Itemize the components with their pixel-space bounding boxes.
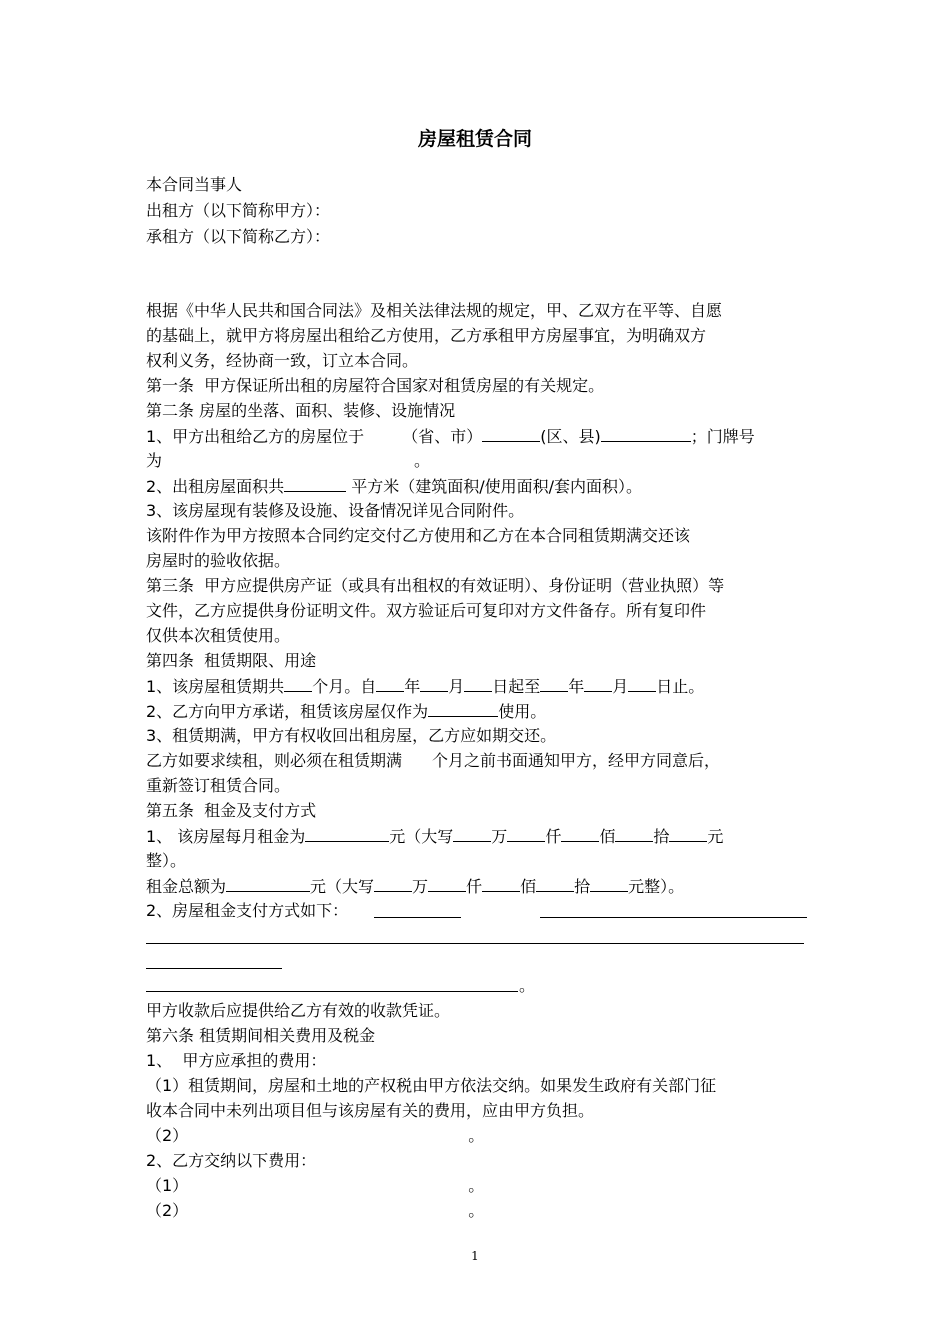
blank-purpose — [428, 699, 498, 717]
text-segment: 元（大写 — [310, 877, 375, 896]
text-segment: ；门牌号 — [690, 427, 755, 446]
article-6-heading: 第六条 租赁期间相关费用及税金 — [146, 1026, 376, 1045]
blank-payment-method-4 — [146, 968, 282, 969]
blank-end-year — [540, 674, 568, 692]
text-segment: (区、县) — [540, 427, 601, 446]
text-segment: 佰 — [599, 827, 616, 846]
article-5-item-2: 2、房屋租金支付方式如下： — [146, 901, 349, 920]
blank-end-day — [628, 674, 656, 692]
blank-qian — [507, 824, 545, 842]
article-3-line-1: 第三条 甲方应提供房产证（或具有出租权的有效证明）、身份证明（营业执照）等 — [146, 576, 725, 595]
preamble-line-2: 的基础上，就甲方将房屋出租给乙方使用，乙方承租甲方房屋事宜，为明确双方 — [146, 326, 707, 345]
payment-method-end: 。 — [519, 976, 536, 995]
blank-bai — [482, 874, 520, 892]
blank-yuan — [590, 874, 628, 892]
blank-payment-method-1 — [374, 917, 461, 918]
text-segment: 拾 — [574, 877, 591, 896]
blank-start-day — [464, 674, 492, 692]
blank-monthly-rent — [305, 824, 389, 842]
blank-start-year — [376, 674, 404, 692]
text-segment: 日止。 — [656, 677, 705, 696]
text-segment: 使用。 — [498, 702, 547, 721]
blank-payment-method-3 — [146, 943, 804, 944]
article-3-line-3: 仅供本次租赁使用。 — [146, 626, 291, 645]
text-segment: （省、市） — [402, 427, 483, 446]
article-4-heading: 第四条 租赁期限、用途 — [146, 651, 317, 670]
document-title: 房屋租赁合同 — [417, 128, 532, 150]
text-segment: 平方米（建筑面积/使用面积/套内面积）。 — [346, 477, 643, 496]
blank-space — [364, 425, 402, 442]
blank-shi — [615, 824, 653, 842]
text-segment: 1、 该房屋每月租金为 — [146, 827, 306, 846]
text-segment: （1） — [146, 1176, 189, 1195]
text-segment: 年 — [404, 677, 421, 696]
text-segment: 个月之前书面通知甲方，经甲方同意后， — [432, 751, 721, 770]
article-5-total — [146, 874, 684, 899]
text-segment: 个月。自 — [312, 677, 377, 696]
text-segment: 月 — [612, 677, 629, 696]
blank-district — [482, 424, 540, 442]
article-6-item-1-2 — [146, 1124, 484, 1148]
article-6-item-1-1-cont: 收本合同中未列出项目但与该房屋有关的费用，应由甲方负担。 — [146, 1101, 595, 1120]
blank-start-month — [420, 674, 448, 692]
text-segment: 万 — [412, 877, 429, 896]
lessee-line: 承租方（以下简称乙方）： — [146, 227, 331, 246]
blank-shi — [536, 874, 574, 892]
article-2-item-1-cont — [146, 449, 430, 473]
text-segment: 仟 — [545, 827, 562, 846]
blank-wan — [453, 824, 491, 842]
text-segment: 。 — [414, 451, 431, 470]
article-3-line-2: 文件，乙方应提供身份证明文件。双方验证后可复印对方文件备存。所有复印件 — [146, 601, 707, 620]
text-segment: 2、出租房屋面积共 — [146, 477, 285, 496]
article-5-item-1-cont: 整）。 — [146, 851, 187, 870]
text-segment: 佰 — [520, 877, 537, 896]
article-2-item-1 — [146, 424, 755, 449]
text-segment: 日起至 — [492, 677, 541, 696]
article-4-item-1 — [146, 674, 704, 699]
text-segment: 年 — [568, 677, 585, 696]
text-segment: 1、甲方出租给乙方的房屋位于 — [146, 427, 365, 446]
preamble-line-3: 权利义务，经协商一致，订立本合同。 — [146, 351, 419, 370]
article-2-note-1: 该附件作为甲方按照本合同约定交付乙方使用和乙方在本合同租赁期满交还该 — [146, 526, 691, 545]
blank-months — [284, 674, 312, 692]
article-4-item-2 — [146, 699, 546, 724]
blank-payment-method-5 — [146, 991, 518, 992]
article-5-receipt: 甲方收款后应提供给乙方有效的收款凭证。 — [146, 1001, 451, 1020]
text-segment: 元 — [707, 827, 724, 846]
text-segment: 元（大写 — [389, 827, 454, 846]
text-segment: 元整）。 — [628, 877, 685, 896]
text-segment: 为 — [146, 451, 163, 470]
blank-wan — [374, 874, 412, 892]
article-1: 第一条 甲方保证所出租的房屋符合国家对租赁房屋的有关规定。 — [146, 376, 605, 395]
blank-yuan — [669, 824, 707, 842]
blank-area — [284, 474, 346, 492]
article-4-renewal-cont: 重新签订租赁合同。 — [146, 776, 291, 795]
text-segment: 乙方如要求续租，则必须在租赁期满 — [146, 751, 403, 770]
blank-address — [601, 424, 691, 442]
article-2-item-2 — [146, 474, 642, 499]
article-2-note-2: 房屋时的验收依据。 — [146, 551, 291, 570]
article-6-item-1-1: （1）租赁期间，房屋和土地的产权税由甲方依法交纳。如果发生政府有关部门征 — [146, 1076, 717, 1095]
text-segment: 月 — [448, 677, 465, 696]
lessor-line: 出租方（以下简称甲方）： — [146, 201, 331, 220]
preamble-line-1: 根据《中华人民共和国合同法》及相关法律法规的规定，甲、乙双方在平等、自愿 — [146, 301, 723, 320]
article-5-item-1 — [146, 824, 723, 849]
text-segment: （2） — [146, 1201, 189, 1220]
article-4-item-3: 3、租赁期满，甲方有权收回出租房屋，乙方应如期交还。 — [146, 726, 557, 745]
text-segment: （2） — [146, 1126, 189, 1145]
text-segment: 2、乙方向甲方承诺，租赁该房屋仅作为 — [146, 702, 429, 721]
article-5-heading: 第五条 租金及支付方式 — [146, 801, 317, 820]
blank-end-month — [584, 674, 612, 692]
article-6-item-1: 1、 甲方应承担的费用： — [146, 1051, 327, 1070]
article-6-item-2: 2、乙方交纳以下费用： — [146, 1151, 317, 1170]
blank-payment-method-2 — [540, 917, 807, 918]
text-segment: 万 — [491, 827, 508, 846]
text-segment: 1、该房屋租赁期共 — [146, 677, 285, 696]
blank-qian — [428, 874, 466, 892]
article-2-heading: 第二条 房屋的坐落、面积、装修、设施情况 — [146, 401, 456, 420]
text-segment: 拾 — [653, 827, 670, 846]
text-segment: 。 — [468, 1126, 485, 1145]
article-6-item-2-1 — [146, 1174, 484, 1198]
text-segment: 。 — [468, 1176, 485, 1195]
article-2-item-3: 3、该房屋现有装修及设施、设备情况详见合同附件。 — [146, 501, 525, 520]
text-segment: 仟 — [466, 877, 483, 896]
blank-bai — [561, 824, 599, 842]
page-number: 1 — [471, 1249, 479, 1263]
parties-heading: 本合同当事人 — [146, 175, 243, 194]
blank-total-rent — [226, 874, 310, 892]
text-segment: 。 — [468, 1201, 485, 1220]
text-segment: 租金总额为 — [146, 877, 227, 896]
article-4-renewal — [146, 749, 720, 773]
article-6-item-2-2 — [146, 1199, 484, 1223]
